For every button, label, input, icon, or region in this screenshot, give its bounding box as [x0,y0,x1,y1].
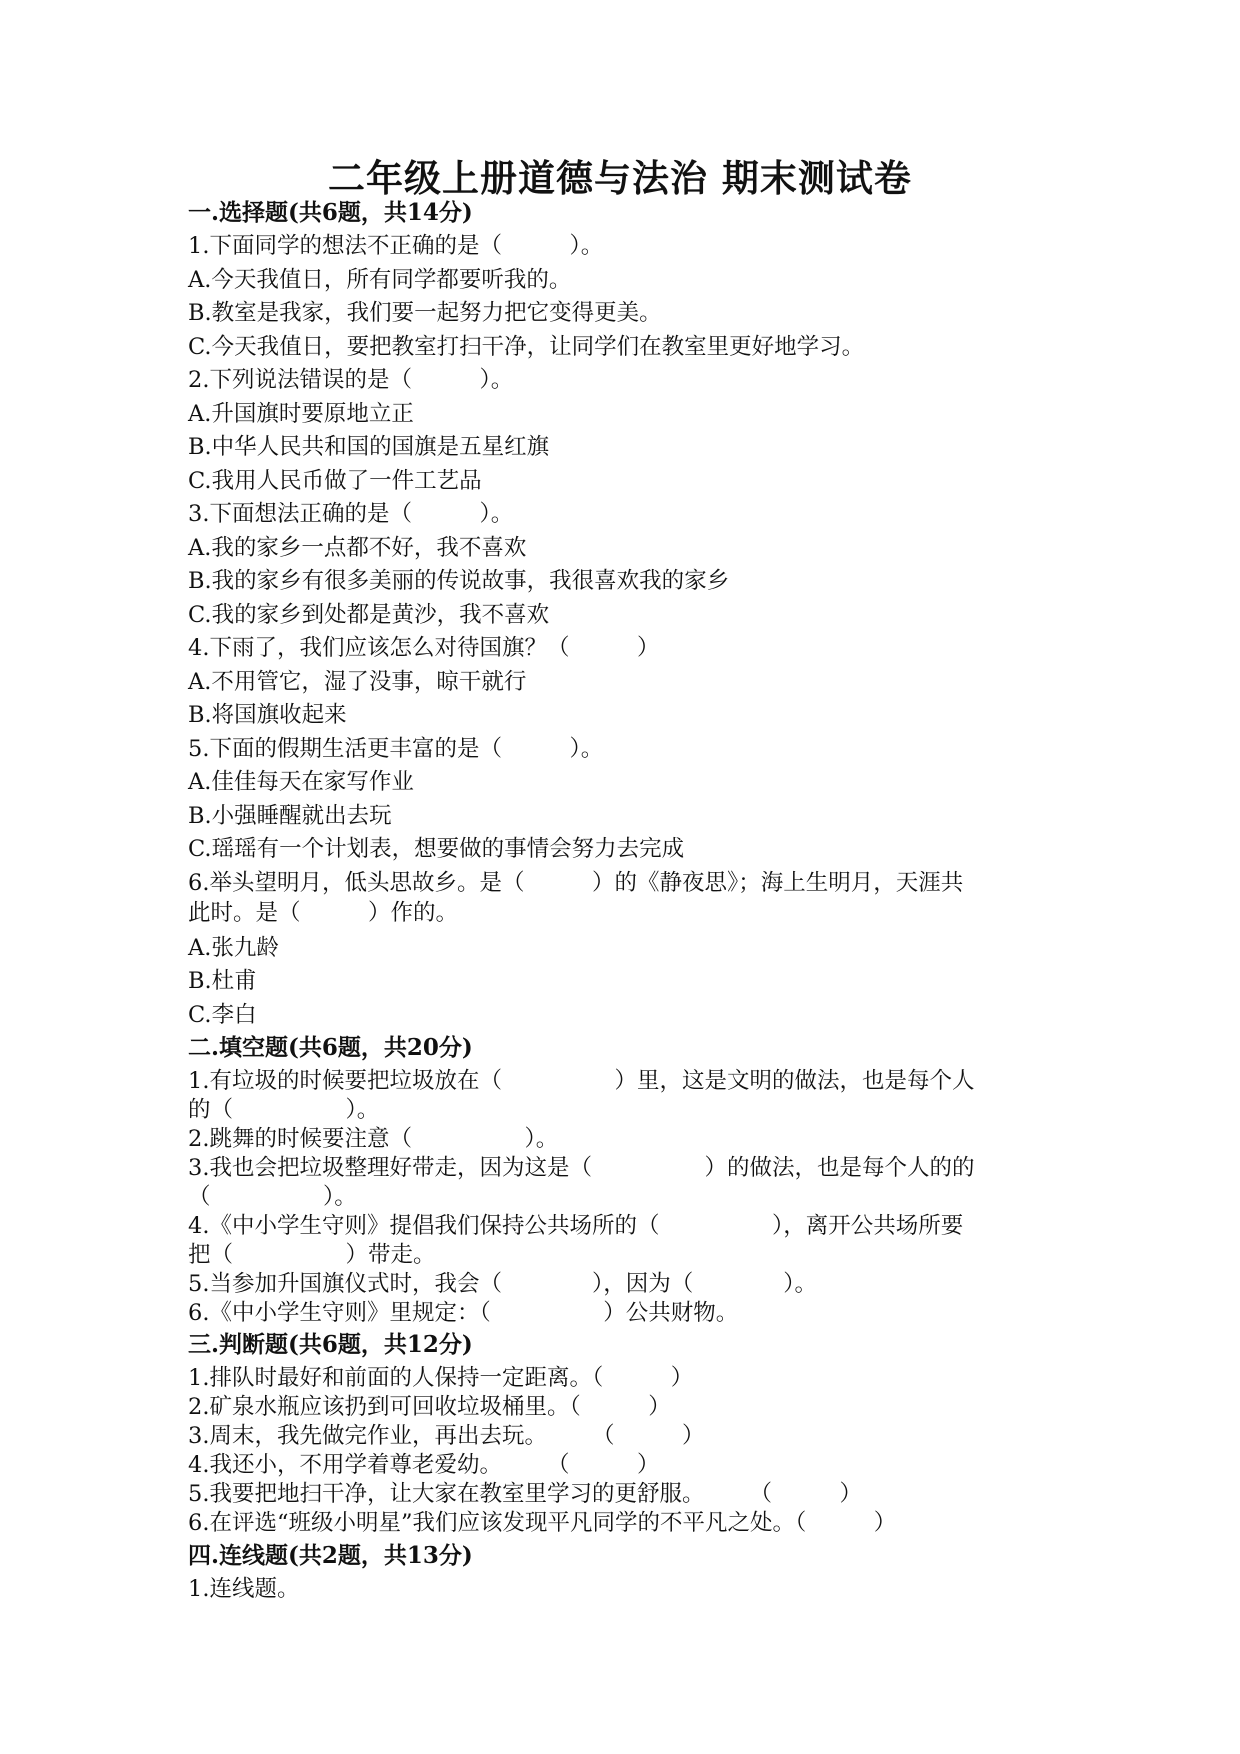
section-heading: 三.判断题(共6题，共12分) [188,1331,473,1358]
question-line: 1.连线题。 [188,1576,300,1602]
question-line: 6.在评选“班级小明星”我们应该发现平凡同学的不平凡之处。（ ） [188,1510,897,1536]
question-line: 3.下面想法正确的是（ ）。 [188,501,514,527]
question-line: 4.《中小学生守则》提倡我们保持公共场所的（ ），离开公共场所要 [188,1213,964,1239]
option-line: A.升国旗时要原地立正 [188,401,414,427]
question-line-cont: 此时。是（ ）作的。 [188,900,459,926]
option-line: A.不用管它，湿了没事，晾干就行 [188,669,527,695]
option-line: A.张九龄 [188,935,279,961]
option-line: A.佳佳每天在家写作业 [188,769,414,795]
option-line: A.今天我值日，所有同学都要听我的。 [188,267,572,293]
option-line: B.将国旗收起来 [188,702,347,728]
option-line: C.李白 [188,1002,257,1028]
question-line: 2.矿泉水瓶应该扔到可回收垃圾桶里。（ ） [188,1394,671,1420]
question-line: 4.我还小，不用学着尊老爱幼。 （ ） [188,1452,660,1478]
question-line: 1.排队时最好和前面的人保持一定距离。（ ） [188,1365,694,1391]
option-line: C.我用人民币做了一件工艺品 [188,468,482,494]
question-line: 2.跳舞的时候要注意（ ）。 [188,1126,559,1152]
option-line: B.小强睡醒就出去玩 [188,803,392,829]
question-line: 1.有垃圾的时候要把垃圾放在（ ）里，这是文明的做法，也是每个人 [188,1068,975,1094]
question-line-cont: （ ）。 [188,1184,357,1210]
option-line: C.瑶瑶有一个计划表，想要做的事情会努力去完成 [188,836,685,862]
question-line: 5.我要把地扫干净，让大家在教室里学习的更舒服。 （ ） [188,1481,862,1507]
option-line: C.我的家乡到处都是黄沙，我不喜欢 [188,602,550,628]
question-line: 5.下面的假期生活更丰富的是（ ）。 [188,736,604,762]
question-line: 1.下面同学的想法不正确的是（ ）。 [188,233,604,259]
section-heading: 二.填空题(共6题，共20分) [188,1034,473,1061]
section-heading: 一.选择题(共6题，共14分) [188,199,473,226]
section-heading: 四.连线题(共2题，共13分) [188,1542,473,1569]
option-line: C.今天我值日，要把教室打扫干净，让同学们在教室里更好地学习。 [188,334,865,360]
page-title: 二年级上册道德与法治 期末测试卷 [328,156,912,200]
question-line: 6.举头望明月，低头思故乡。是（ ）的《静夜思》；海上生明月，天涯共 [188,870,964,896]
option-line: B.我的家乡有很多美丽的传说故事，我很喜欢我的家乡 [188,568,730,594]
question-line-cont: 的（ ）。 [188,1097,380,1123]
question-line: 4.下雨了，我们应该怎么对待国旗？（ ） [188,635,660,661]
question-line: 3.我也会把垃圾整理好带走，因为这是（ ）的做法，也是每个人的的 [188,1155,975,1181]
question-line-cont: 把（ ）带走。 [188,1242,436,1268]
question-line: 5.当参加升国旗仪式时，我会（ ），因为（ ）。 [188,1271,817,1297]
question-line: 3.周末，我先做完作业，再出去玩。 （ ） [188,1423,705,1449]
option-line: A.我的家乡一点都不好，我不喜欢 [188,535,527,561]
question-line: 2.下列说法错误的是（ ）。 [188,367,514,393]
question-line: 6.《中小学生守则》里规定：（ ）公共财物。 [188,1300,739,1326]
option-line: B.教室是我家，我们要一起努力把它变得更美。 [188,300,662,326]
option-line: B.中华人民共和国的国旗是五星红旗 [188,434,550,460]
option-line: B.杜甫 [188,968,257,994]
